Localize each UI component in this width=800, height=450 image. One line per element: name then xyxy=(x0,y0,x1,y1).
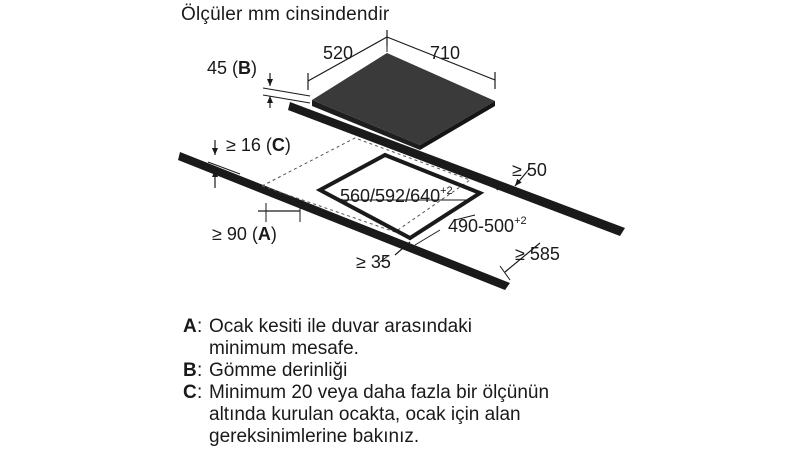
diagram-title: Ölçüler mm cinsindendir xyxy=(181,4,390,25)
legend-key: B xyxy=(183,360,197,381)
back-clearance-label: ≥ 50 xyxy=(512,160,547,180)
legend-item-a xyxy=(183,316,783,360)
legend-text xyxy=(209,316,783,360)
legend-colon: : xyxy=(197,360,203,381)
min-thickness-label: ≥ 16 (C) xyxy=(226,135,291,155)
countertop-depth-label: ≥ 585 xyxy=(515,244,560,264)
legend-line: Ocak kesiti ile duvar arasındaki xyxy=(209,316,472,337)
cooktop-top-surface xyxy=(312,53,495,145)
front-clearance-label: ≥ 35 xyxy=(356,252,391,272)
cooktop-width-label: 710 xyxy=(430,43,461,63)
legend-item-c xyxy=(183,382,783,448)
cooktop-depth-label: 520 xyxy=(323,43,354,63)
legend-line: Minimum 20 veya daha fazla bir ölçünün xyxy=(209,382,550,403)
installation-depth-label: 45 (B) xyxy=(207,58,258,78)
installation-depth-key: B xyxy=(238,58,252,78)
legend-key: A xyxy=(183,316,197,337)
legend-line: gereksinimlerine bakınız. xyxy=(209,426,420,447)
wall-distance-key: A xyxy=(257,224,271,244)
legend-line: minimum mesafe. xyxy=(209,338,359,359)
legend-text xyxy=(209,382,783,448)
cutout-depth-label: $490-500^{+2}$ xyxy=(448,215,527,236)
legend xyxy=(183,316,783,448)
legend-item-b xyxy=(183,360,783,382)
min-thickness-key: C xyxy=(271,135,285,155)
legend-key: C xyxy=(183,382,197,403)
legend-text xyxy=(209,360,783,382)
depth-b-marker xyxy=(263,73,310,108)
legend-colon: : xyxy=(197,382,203,403)
cutout-width-tolerance: +2 xyxy=(440,185,453,197)
cutout-depth-tolerance: +2 xyxy=(514,215,527,227)
legend-line: Gömme derinliği xyxy=(209,360,348,381)
cutout-width-label: $560/592/640^{+2}$ xyxy=(340,185,453,206)
cooktop xyxy=(312,53,495,150)
legend-line: altında kurulan ocakta, ocak için alan xyxy=(209,404,521,425)
wall-distance-label: ≥ 90 (A) xyxy=(212,224,277,244)
legend-colon: : xyxy=(197,316,203,337)
